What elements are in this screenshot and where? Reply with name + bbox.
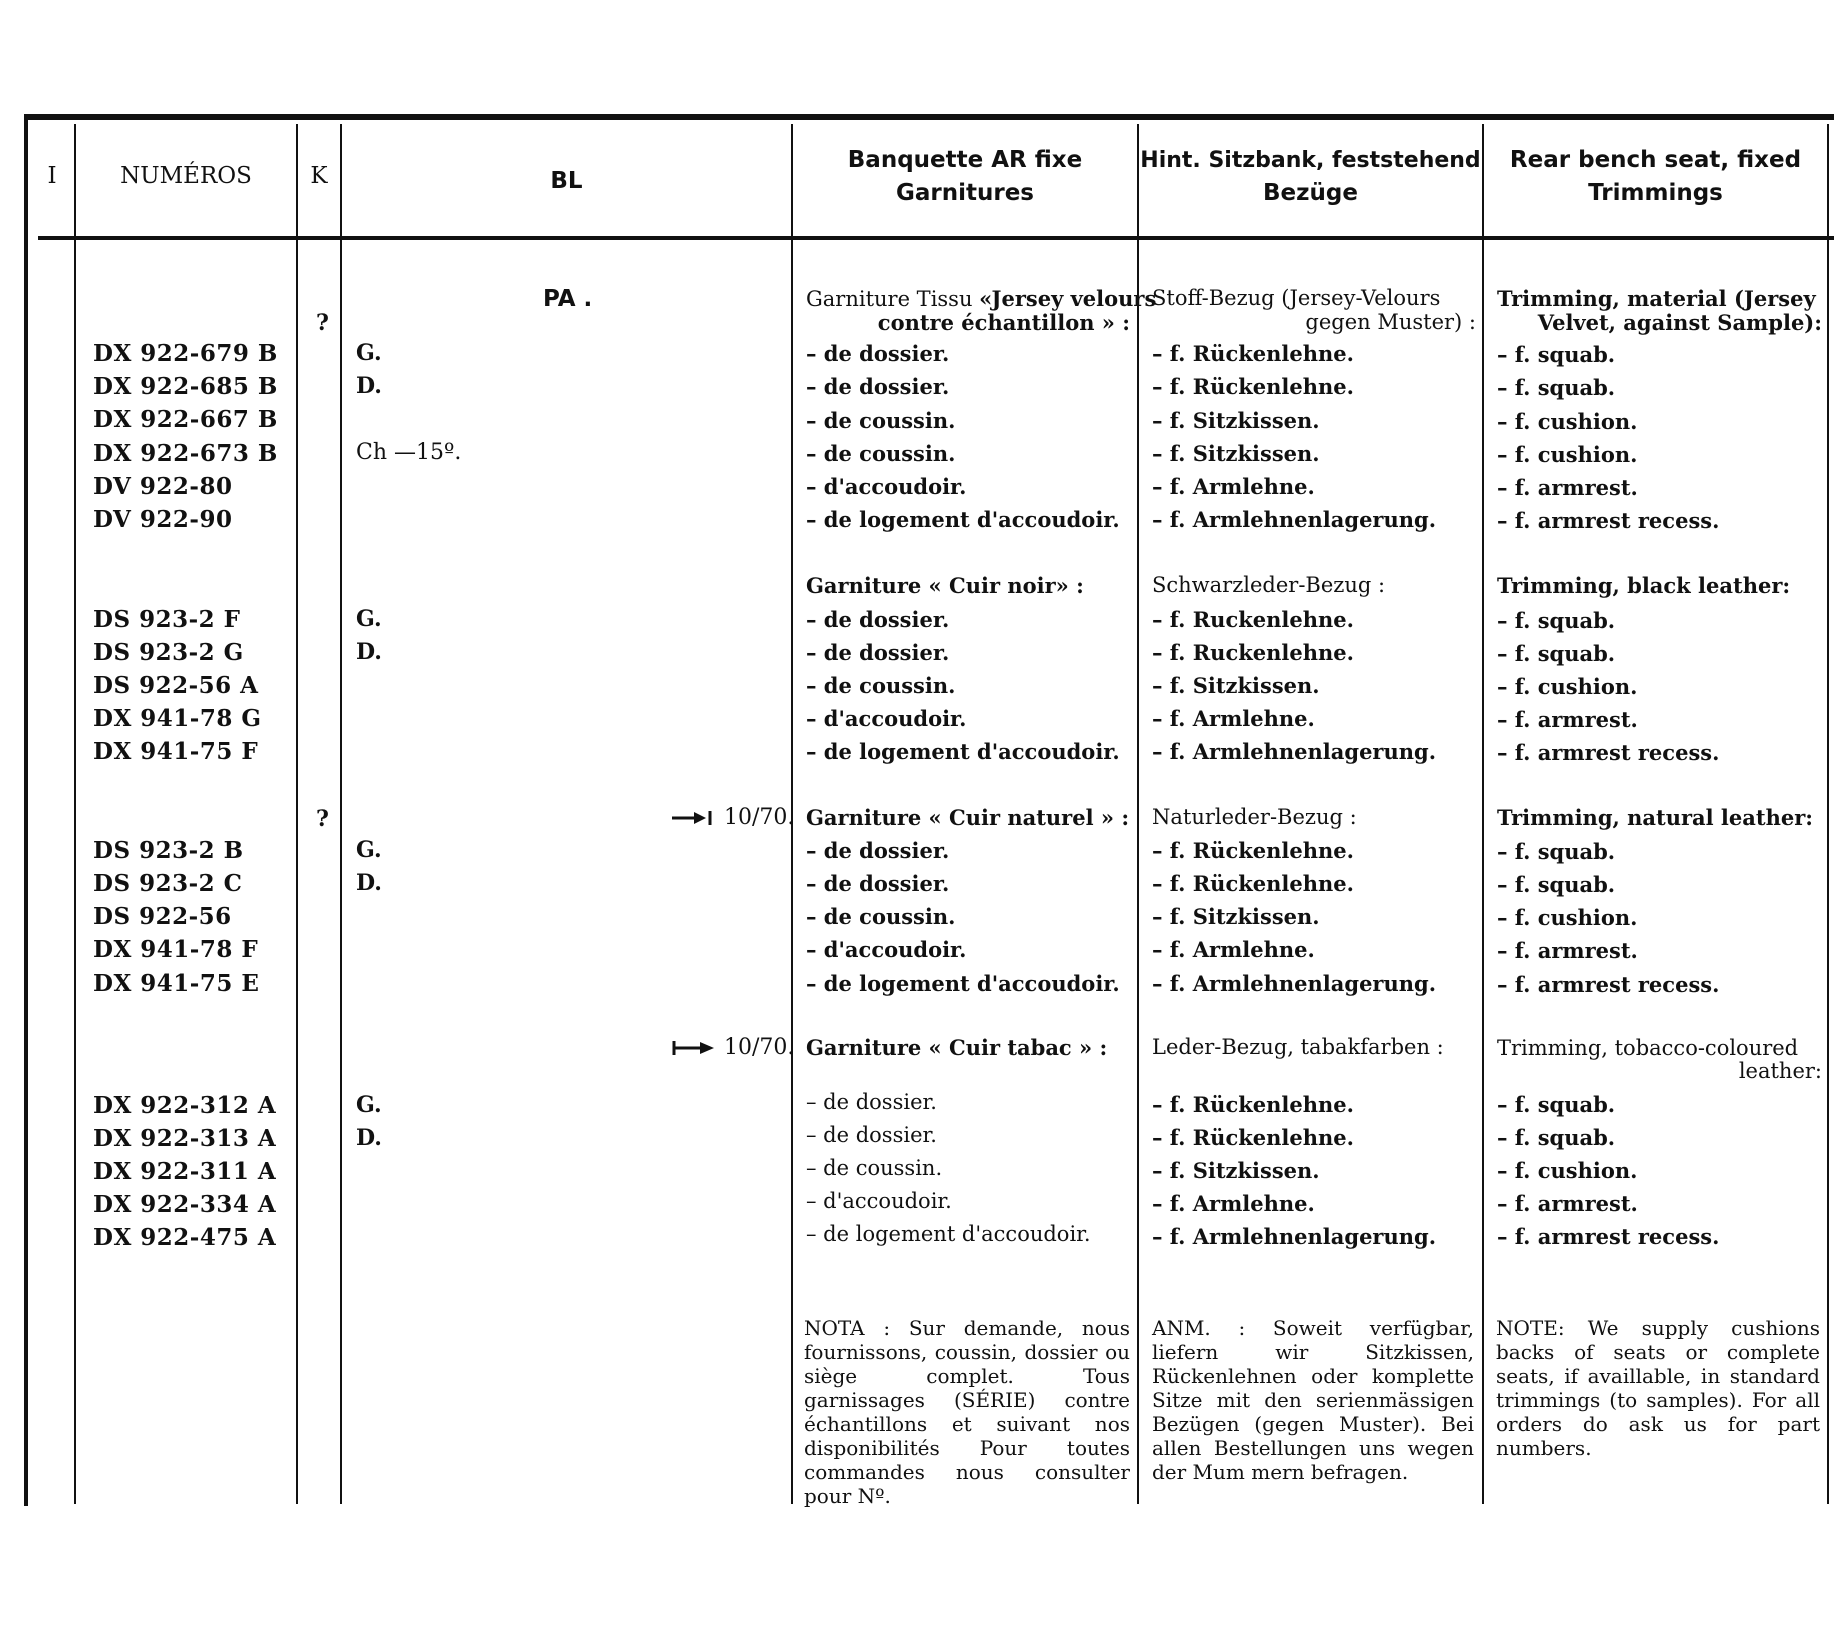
description-en: – f. squab. [1497, 1092, 1616, 1117]
description-fr: – de coussin. [806, 904, 956, 929]
divider-k-bl [340, 124, 342, 1504]
description-fr: – de dossier. [806, 871, 950, 896]
description-en: – f. squab. [1497, 608, 1616, 633]
description-de: – f. Sitzkissen. [1152, 408, 1320, 433]
description-en: – f. armrest. [1497, 707, 1638, 732]
divider-en-right [1827, 124, 1829, 1504]
section-title-en: Trimming, material (Jersey [1497, 286, 1816, 311]
part-number: DX 922-313 A [93, 1125, 277, 1152]
part-number: DX 922-334 A [93, 1191, 277, 1218]
description-de: – f. Armlehnenlagerung. [1152, 507, 1437, 532]
description-en: – f. armrest recess. [1497, 1224, 1720, 1249]
bl-value: G. [356, 606, 382, 632]
description-fr: – de dossier. [806, 341, 950, 366]
description-fr: – de coussin. [806, 441, 956, 466]
description-de: – f. Rückenlehne. [1152, 871, 1354, 896]
part-number: DV 922-90 [93, 506, 233, 533]
part-number: DX 922-312 A [93, 1092, 277, 1119]
part-number: DX 941-78 F [93, 936, 259, 963]
bl-value: G. [356, 1092, 382, 1118]
description-fr: – de dossier. [806, 1090, 937, 1114]
header-col-de-line1: Hint. Sitzbank, feststehend [1140, 148, 1481, 173]
header-col-numeros: NUMÉROS [120, 163, 252, 189]
section-title-en-cont: leather: [1738, 1059, 1822, 1083]
divider-numeros-k [296, 124, 298, 1504]
part-number: DS 923-2 F [93, 606, 241, 633]
description-de: – f. Rückenlehne. [1152, 838, 1354, 863]
description-de: – f. Sitzkissen. [1152, 673, 1320, 698]
description-en: – f. cushion. [1497, 442, 1638, 467]
description-fr: – d'accoudoir. [806, 474, 967, 499]
pa-label: PA . [543, 286, 593, 312]
part-number: DV 922-80 [93, 473, 233, 500]
description-fr: – de logement d'accoudoir. [806, 507, 1120, 532]
description-en: – f. armrest recess. [1497, 740, 1720, 765]
description-fr: – de dossier. [806, 1123, 937, 1147]
bl-value: Ch —15º. [356, 440, 462, 465]
description-fr: – de dossier. [806, 838, 950, 863]
description-fr: – d'accoudoir. [806, 706, 967, 731]
bl-value: G. [356, 837, 382, 863]
note-en: NOTE: We supply cushions backs of seats or complete seats, if availlable, in standard trimmings (to samples). For all orders do ask us for part numbers. [1496, 1316, 1820, 1460]
left-border [24, 114, 28, 1506]
description-de: – f. Sitzkissen. [1152, 441, 1320, 466]
description-en: – f. armrest recess. [1497, 508, 1720, 533]
date-introduced [672, 805, 794, 830]
bl-value: G. [356, 340, 382, 366]
part-number: DX 922-685 B [93, 373, 278, 400]
description-en: – f. armrest. [1497, 475, 1638, 500]
bar-to-arrow-icon [672, 1040, 716, 1056]
description-fr: – de logement d'accoudoir. [806, 971, 1120, 996]
description-de: – f. Armlehne. [1152, 1191, 1315, 1216]
part-number: DS 923-2 B [93, 837, 244, 864]
description-de: – f. Armlehnenlagerung. [1152, 971, 1437, 996]
header-col-fr-line2: Garnitures [896, 180, 1034, 206]
description-fr: – de logement d'accoudoir. [806, 739, 1120, 764]
description-fr: – de dossier. [806, 374, 950, 399]
description-fr: – de coussin. [806, 1156, 943, 1180]
part-number: DX 941-75 E [93, 970, 260, 997]
description-de: – f. Ruckenlehne. [1152, 607, 1354, 632]
date-value: 10/70. [724, 805, 795, 830]
description-de: – f. Armlehne. [1152, 706, 1315, 731]
description-de: – f. Armlehnenlagerung. [1152, 1224, 1437, 1249]
header-col-bl: BL [550, 168, 583, 194]
bl-value: D. [356, 870, 382, 896]
description-fr: – de coussin. [806, 673, 956, 698]
description-en: – f. armrest recess. [1497, 972, 1720, 997]
description-fr: – de dossier. [806, 640, 950, 665]
description-fr: – d'accoudoir. [806, 937, 967, 962]
section-title-en-cont: Velvet, against Sample): [1537, 310, 1822, 335]
description-en: – f. armrest. [1497, 1191, 1638, 1216]
part-number: DS 922-56 A [93, 672, 259, 699]
arrow-to-bar-icon [672, 810, 716, 826]
part-number: DS 923-2 C [93, 870, 243, 897]
description-en: – f. squab. [1497, 1125, 1616, 1150]
description-de: – f. Armlehne. [1152, 937, 1315, 962]
description-de: – f. Rückenlehne. [1152, 341, 1354, 366]
divider-de-en [1482, 124, 1484, 1504]
section-title-de: Schwarzleder-Bezug : [1152, 573, 1386, 597]
description-en: – f. cushion. [1497, 409, 1638, 434]
header-col-en-line1: Rear bench seat, fixed [1509, 147, 1802, 173]
description-en: – f. squab. [1497, 375, 1616, 400]
divider-fr-de [1137, 124, 1139, 1504]
section-title-de: Naturleder-Bezug : [1152, 805, 1357, 829]
description-en: – f. armrest. [1497, 938, 1638, 963]
part-number: DX 922-667 B [93, 406, 278, 433]
description-fr: – de dossier. [806, 607, 950, 632]
section-title-fr: Garniture Tissu «Jersey velours [806, 286, 1157, 311]
part-number: DX 922-679 B [93, 340, 278, 367]
part-number: DX 941-75 F [93, 738, 259, 765]
divider-i-numeros [74, 124, 76, 1504]
k-marker: ? [316, 310, 329, 336]
section-title-fr-cont: contre échantillon » : [877, 310, 1130, 335]
description-de: – f. Rückenlehne. [1152, 374, 1354, 399]
header-col-fr-line1: Banquette AR fixe [847, 147, 1083, 173]
description-de: – f. Armlehnenlagerung. [1152, 739, 1437, 764]
bl-value: D. [356, 639, 382, 665]
section-title-fr: Garniture « Cuir naturel » : [806, 805, 1130, 830]
description-de: – f. Ruckenlehne. [1152, 640, 1354, 665]
part-number: DX 922-673 B [93, 440, 278, 467]
bl-value: D. [356, 1125, 382, 1151]
description-de: – f. Sitzkissen. [1152, 1158, 1320, 1183]
description-en: – f. squab. [1497, 872, 1616, 897]
part-number: DX 922-311 A [93, 1158, 277, 1185]
description-en: – f. cushion. [1497, 1158, 1638, 1183]
bl-value: D. [356, 373, 382, 399]
top-rule [24, 114, 1834, 120]
section-title-de-cont: gegen Muster) : [1305, 310, 1476, 334]
part-number: DS 923-2 G [93, 639, 244, 666]
section-title-de: Leder-Bezug, tabakfarben : [1152, 1035, 1444, 1059]
header-col-i: I [47, 163, 57, 189]
header-col-k: K [310, 163, 328, 189]
description-de: – f. Rückenlehne. [1152, 1125, 1354, 1150]
description-en: – f. squab. [1497, 641, 1616, 666]
description-en: – f. squab. [1497, 839, 1616, 864]
section-title-en: Trimming, tobacco-coloured [1497, 1036, 1799, 1060]
description-en: – f. cushion. [1497, 905, 1638, 930]
description-de: – f. Armlehne. [1152, 474, 1315, 499]
section-title-en: Trimming, natural leather: [1497, 805, 1814, 830]
section-title-fr: Garniture « Cuir noir» : [806, 573, 1084, 598]
part-number: DX 941-78 G [93, 705, 262, 732]
description-fr: – d'accoudoir. [806, 1189, 952, 1213]
header-col-de-line2: Bezüge [1263, 180, 1358, 206]
note-fr: NOTA : Sur demande, nous fournissons, coussin, dossier ou siège complet. Tous garnissages (SÉRIE) contre échantillons et suivant nos disponibilités Pour toutes commandes nous consulter pour Nº. [804, 1316, 1130, 1508]
section-title-en: Trimming, black leather: [1497, 573, 1791, 598]
part-number: DS 922-56 [93, 903, 232, 930]
header-col-en-line2: Trimmings [1588, 180, 1723, 206]
part-number: DX 922-475 A [93, 1224, 277, 1251]
section-title-de: Stoff-Bezug (Jersey-Velours [1152, 286, 1441, 310]
date-value: 10/70. [724, 1035, 795, 1060]
date-superseded [672, 1035, 794, 1060]
description-fr: – de logement d'accoudoir. [806, 1222, 1091, 1246]
description-fr: – de coussin. [806, 408, 956, 433]
note-de: ANM. : Soweit verfügbar, liefern wir Sitzkissen, Rückenlehnen oder komplette Sitze mit den serienmässigen Bezügen (gegen Muster). Bei allen Bestellungen uns wegen der Mum mern befragen. [1152, 1316, 1474, 1484]
section-title-fr: Garniture « Cuir tabac » : [806, 1035, 1108, 1060]
k-marker: ? [316, 806, 329, 832]
header-bottom-rule [38, 236, 1834, 240]
description-de: – f. Sitzkissen. [1152, 904, 1320, 929]
description-en: – f. squab. [1497, 342, 1616, 367]
description-en: – f. cushion. [1497, 674, 1638, 699]
description-de: – f. Rückenlehne. [1152, 1092, 1354, 1117]
